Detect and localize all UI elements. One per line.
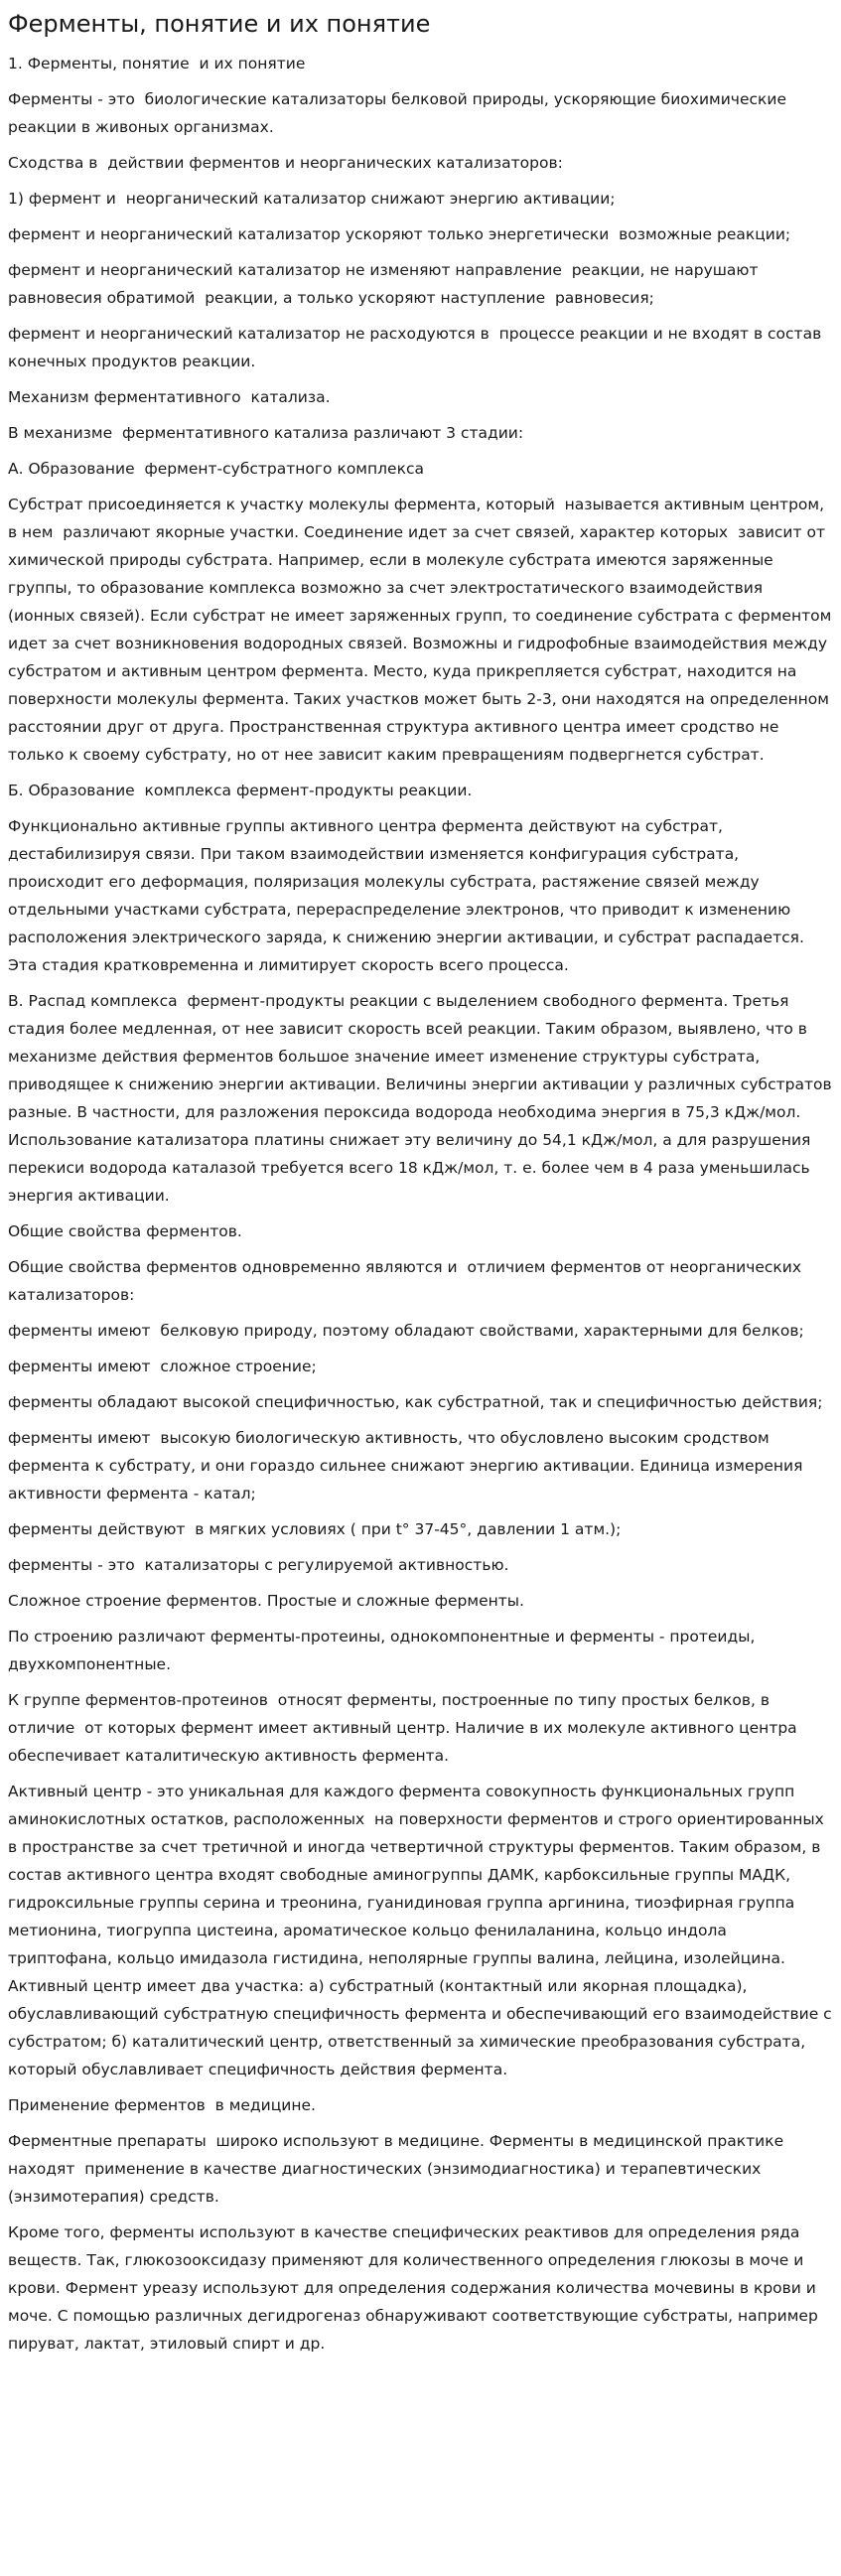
- paragraph: ферменты имеют белковую природу, поэтому обладают свойствами, характерными для белков;: [8, 1322, 804, 1340]
- paragraph: К группе ферментов-протеинов относят ферменты, построенные по типу простых белков, в отличие от которых фермент имеет активный центр. Наличие в их молекуле активного центра обеспечивает каталитическую активность фермента.: [8, 1691, 802, 1765]
- paragraph: Общие свойства ферментов.: [8, 1222, 242, 1240]
- paragraph: 1. Ферменты, понятие и их понятие: [8, 55, 306, 72]
- paragraph: ферменты действуют в мягких условиях ( при t° 37-45°, давлении 1 атм.);: [8, 1520, 622, 1538]
- paragraph: Механизм ферментативного катализа.: [8, 388, 331, 406]
- paragraph: Кроме того, ферменты используют в качестве специфических реактивов для определения ряда веществ. Так, глюкозооксидазу применяют для количественного определения глюкозы в моче и крови. Фермент уреазу используют для определения содержания количества мочевины в крови и моче. С помощью различных дегидрогеназ обнаруживают соответствующие субстраты, например пируват, лактат, этиловый спирт и др.: [8, 2223, 823, 2353]
- paragraph: Сложное строение ферментов. Простые и сложные ферменты.: [8, 1592, 524, 1610]
- paragraph: фермент и неорганический катализатор ускоряют только энергетически возможные реакции;: [8, 225, 791, 243]
- paragraph: ферменты имеют высокую биологическую активность, что обусловлено высоким сродством фермента к субстрату, и они гораздо сильнее снижают энергию активации. Единица измерения активности фермента - катал;: [8, 1429, 808, 1503]
- paragraph: Сходства в действии ферментов и неорганических катализаторов:: [8, 154, 563, 172]
- paragraph: По строению различают ферменты-протеины, однокомпонентные и ферменты - протеиды, двухкомпонентные.: [8, 1628, 761, 1673]
- paragraph: Функционально активные группы активного центра фермента действуют на субстрат, дестабилизируя связи. При таком взаимодействии изменяется конфигурация субстрата, происходит его деформация, поляризация молекулы субстрата, растяжение связей между отдельными участками субстрата, перераспределение электронов, что приводит к изменению расположения электрического заряда, к снижению энергии активации, и субстрат распадается. Эта стадия кратковременна и лимитирует скорость всего процесса.: [8, 817, 809, 974]
- paragraph: В. Распад комплекса фермент-продукты реакции с выделением свободного фермента. Третья стадия более медленная, от нее зависит скорость всей реакции. Таким образом, выявлено, что в механизме действия ферментов большое значение имеет изменение структуры субстрата, приводящее к снижению энергии активации. Величины энергии активации у различных субстратов разные. В частности, для разложения пероксида водорода необходима энергия в 75,3 кДж/мол. Использование катализатора платины снижает эту величину до 54,1 кДж/мол, а для разрушения перекиси водорода каталазой требуется всего 18 кДж/мол, т. е. более чем в 4 раза уменьшилась энергия активации.: [8, 992, 837, 1205]
- paragraph: фермент и неорганический катализатор не расходуются в процессе реакции и не входят в состав конечных продуктов реакции.: [8, 325, 827, 370]
- paragraph: Применение ферментов в медицине.: [8, 2096, 316, 2114]
- paragraph: Субстрат присоединяется к участку молекулы фермента, который называется активным центром, в нем различают якорные участки. Соединение идет за счет связей, характер которых зависит от химической природы субстрата. Например, если в молекуле субстрата имеются заряженные группы, то образование комплекса возможно за счет электростатического взаимодействия (ионных связей). Если субстрат не имеет заряженных групп, то соединение субстрата с ферментом идет за счет возникновения водородных связей. Возможны и гидрофобные взаимодействия между субстратом и активным центром фермента. Место, куда прикрепляется субстрат, находится на поверхности молекулы фермента. Таких участков может быть 2-3, они находятся на определенном расстоянии друг от друга. Пространственная структура активного центра имеет сродство не только к своему субстрату, но от нее зависит каким превращениям подвергнется субстрат.: [8, 496, 837, 764]
- paragraph: Ферментные препараты широко используют в медицине. Ферменты в медицинской практике находят применение в качестве диагностических (энзимодиагностика) и терапевтических (энзимотерапия) средств.: [8, 2132, 789, 2206]
- paragraph: Б. Образование комплекса фермент-продукты реакции.: [8, 782, 473, 799]
- paragraph: Активный центр - это уникальная для каждого фермента совокупность функциональных групп аминокислотных остатков, расположенных на поверхности ферментов и строго ориентированных в пространстве за счет третичной и иногда четвертичной структуры ферментов. Таким образом, в состав активного центра входят свободные аминогруппы ДАМК, карбоксильные группы МАДК, гидроксильные группы серина и треонина, гуанидиновая группа аргинина, тиоэфирная группа метионина, тиогруппа цистеина, ароматическое кольцо фенилаланина, кольцо индола триптофана, кольцо имидазола гистидина, неполярные группы валина, лейцина, изолейцина. Активный центр имеет два участка: а) субстратный (контактный или якорная площадка), обуславливающий субстратную специфичность фермента и обеспечивающий его взаимодействие с субстратом; б) каталитический центр, ответственный за химические преобразования субстрата, который обуславливает специфичность действия фермента.: [8, 1783, 837, 2078]
- paragraph: фермент и неорганический катализатор не изменяют направление реакции, не нарушают равновесия обратимой реакции, а только ускоряют наступление равновесия;: [8, 261, 764, 307]
- paragraph: ферменты обладают высокой специфичностью, как субстратной, так и специфичностью действия;: [8, 1393, 823, 1411]
- paragraph: В механизме ферментативного катализа различают 3 стадии:: [8, 424, 524, 442]
- paragraph: ферменты имеют сложное строение;: [8, 1358, 317, 1375]
- page-title: Ферменты, понятие и их понятие: [8, 10, 431, 38]
- paragraph: ферменты - это катализаторы с регулируемой активностью.: [8, 1556, 509, 1574]
- paragraph: А. Образование фермент-субстратного комплекса: [8, 460, 424, 478]
- article-body: [8, 50, 837, 2358]
- paragraph: Ферменты - это биологические катализаторы белковой природы, ускоряющие биохимические реакции в живоных организмах.: [8, 90, 791, 136]
- paragraph: 1) фермент и неорганический катализатор снижают энергию активации;: [8, 190, 616, 208]
- paragraph: Общие свойства ферментов одновременно являются и отличием ферментов от неорганических катализаторов:: [8, 1258, 806, 1304]
